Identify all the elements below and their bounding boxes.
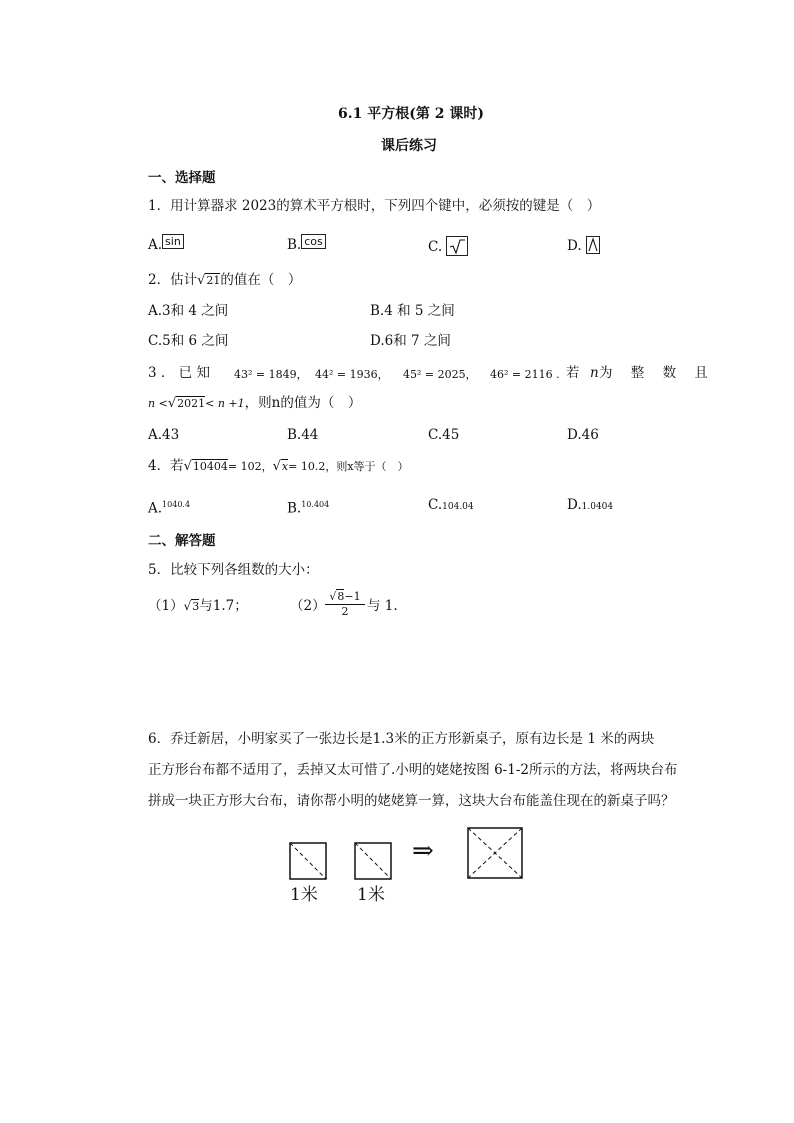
question-6-line-2: 正方形台布都不适用了，丢掉又太可惜了.小明的姥姥按图 6-1-2所示的方法，将两块台布 <box>148 762 678 778</box>
q4-option-a <box>148 495 190 519</box>
small-square-1 <box>290 843 326 879</box>
q2-option-a: A.3和 4 之间 <box>148 303 229 319</box>
q3-ask: ，则n的值为（ ） <box>244 395 362 411</box>
question-1-stem: 1．用计算器求 2023的算术平方根时，下列四个键中，必须按的键是（ ） <box>148 198 601 214</box>
q4-radicand-1: 10404 <box>192 460 228 473</box>
q5-part-2-text: 与 1. <box>367 598 398 614</box>
page-subtitle: 课后练习 <box>381 138 437 154</box>
q4-option-d <box>567 495 613 517</box>
q2-option-d: D.6和 7 之间 <box>370 333 451 349</box>
q4-option-c <box>428 495 474 517</box>
q5-part-2-label: （2） <box>290 598 326 614</box>
section-heading-choice: 一、选择题 <box>148 170 216 186</box>
option-letter: A. <box>148 237 163 253</box>
power-key-icon <box>586 236 600 254</box>
large-square <box>468 828 522 878</box>
q2-radicand: 21 <box>206 274 221 287</box>
q3-label: 3 ． 已 知 <box>148 365 210 381</box>
q5-fraction-numerator: √8−1 <box>325 590 365 605</box>
q5-num-radicand: 8 <box>337 590 345 603</box>
q1-option-d <box>567 236 600 256</box>
tablecloth-figure <box>280 825 540 907</box>
q5-part-1: （1）√3与1.7； <box>148 598 248 614</box>
q2-option-b: B.4 和 5 之间 <box>370 303 455 319</box>
q3-var-n: n <box>590 365 599 381</box>
q3-option-a: A.43 <box>148 427 180 443</box>
q4-eq-2: = 10.2，则x等于（ ） <box>288 460 409 473</box>
question-6-line-3: 拼成一块正方形大台布，请你帮小明的姥姥算一算，这块大台布能盖住现在的新桌子吗？ <box>148 793 675 809</box>
small-square-2 <box>355 843 391 879</box>
transform-arrow-icon: ⇒ <box>412 836 434 866</box>
page-title: 6.1 平方根(第 2 课时) <box>338 106 484 122</box>
q3-option-b: B.44 <box>287 427 319 443</box>
q5-part1-text: 与1.7； <box>199 598 248 614</box>
cos-key-icon: cos <box>301 234 326 249</box>
q4-value-a: 1040.4 <box>162 500 191 509</box>
option-letter: C. <box>428 497 443 513</box>
q3-inequality: n <√2021< n +1，则n的值为（ ） <box>148 395 362 411</box>
q4-value-c: 104.04 <box>442 502 474 512</box>
q5-part1-radicand: 3 <box>192 600 200 613</box>
q2-text-b: 的值在（ ） <box>220 272 302 288</box>
figure-label-2: 1米 <box>357 885 385 905</box>
q5-fraction <box>325 590 365 619</box>
option-letter: B. <box>287 500 302 517</box>
q5-fraction-denominator: 2 <box>341 605 349 618</box>
q2-option-c: C.5和 6 之间 <box>148 333 229 349</box>
question-4-stem: 4．若√10404= 102，√x= 10.2，则x等于（ ） <box>148 458 409 474</box>
q3-int-text: 为 整 数 且 <box>599 365 715 381</box>
tablecloth-diagram <box>280 825 540 907</box>
q1-option-b <box>287 234 326 255</box>
q3-ineq-right: < n +1 <box>205 397 245 410</box>
q1-option-c <box>428 236 468 257</box>
question-2-stem: 2．估计√21的值在（ ） <box>148 272 302 288</box>
q5-num-rest: −1 <box>344 590 361 603</box>
q4-option-b <box>287 495 329 519</box>
sin-key-icon: sin <box>162 234 184 249</box>
q3-radicand: 2021 <box>177 397 206 410</box>
option-letter: C. <box>428 239 443 255</box>
q3-eq-3: 45² = 2025， <box>403 368 477 381</box>
section-heading-answer: 二、解答题 <box>148 533 216 549</box>
q4-value-b: 10.404 <box>301 500 330 509</box>
option-letter: B. <box>287 237 302 253</box>
option-letter: D. <box>567 497 582 513</box>
question-6-line-1: 6．乔迁新居，小明家买了一张边长是1.3米的正方形新桌子，原有边长是 1 米的两块 <box>148 731 655 747</box>
q4-text-a: 4．若 <box>148 458 184 474</box>
q3-eq-1: 43² = 1849， <box>234 368 308 381</box>
option-letter: A. <box>148 500 163 517</box>
option-letter: D. <box>567 238 582 254</box>
q1-option-a <box>148 234 184 255</box>
q2-text-a: 2．估计 <box>148 272 198 288</box>
q3-option-c: C.45 <box>428 427 460 443</box>
q3-ineq-left: n < <box>148 397 168 410</box>
q4-value-d: 1.0404 <box>581 502 614 512</box>
q3-eq-2: 44² = 1936， <box>315 368 389 381</box>
figure-label-1: 1米 <box>290 885 318 905</box>
sqrt-key-icon <box>446 236 468 256</box>
q3-eq-4: 46² = 2116 . <box>490 368 560 381</box>
q4-eq-1: = 102， <box>227 460 273 473</box>
question-5-stem: 5．比较下列各组数的大小： <box>148 562 319 578</box>
q4-radicand-2: x <box>281 460 289 473</box>
q3-if: 若 <box>566 365 580 381</box>
q5-part1-label: （1） <box>148 598 184 614</box>
q3-option-d: D.46 <box>567 427 599 443</box>
